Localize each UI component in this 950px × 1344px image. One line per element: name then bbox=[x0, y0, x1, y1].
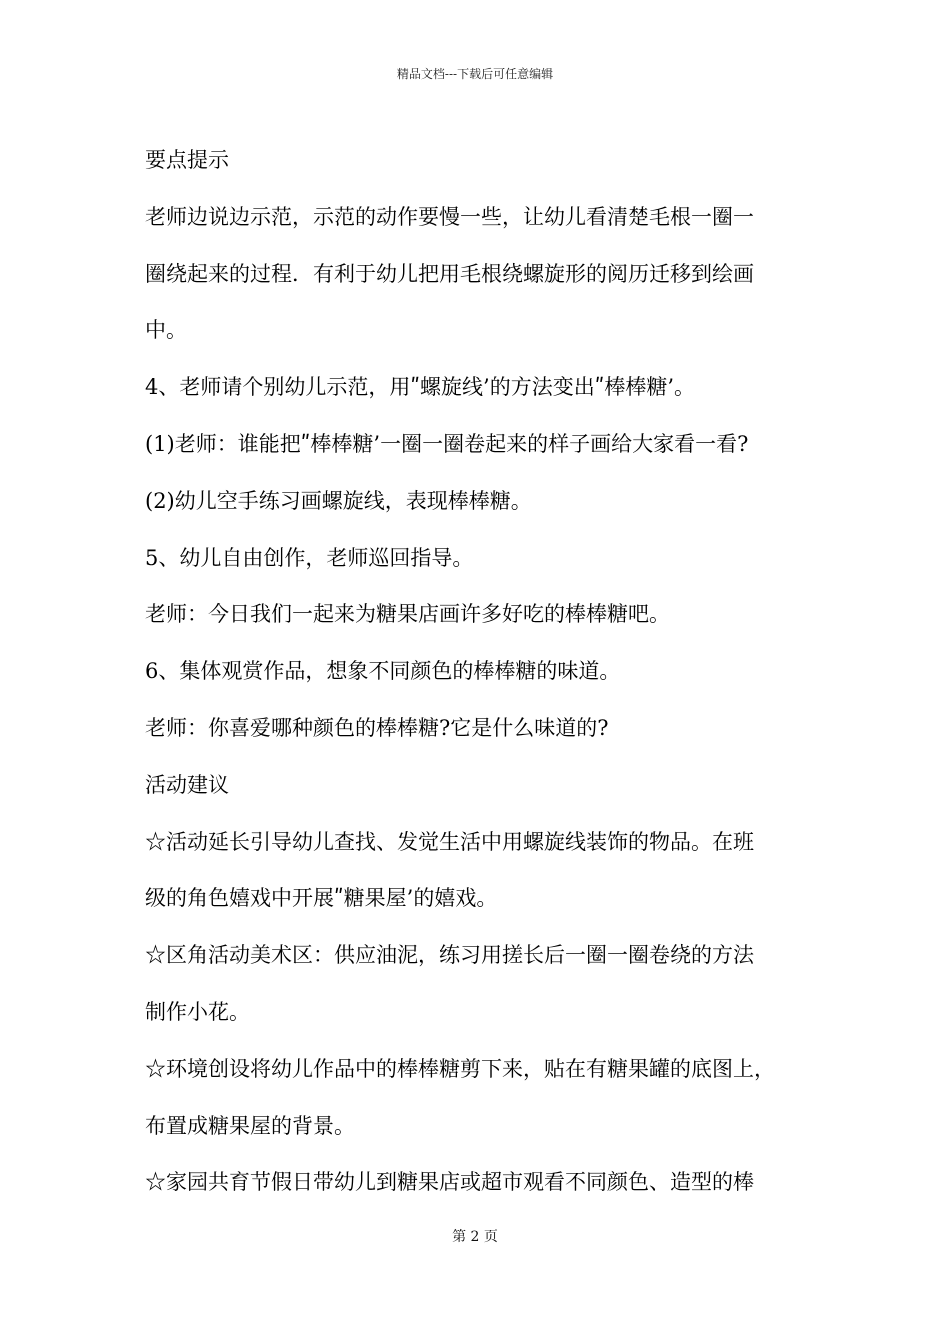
step-4-line: 4、老师请个别幼儿示范，用ʺ螺旋线’的方法变出ʺ棒棒糖’。 bbox=[145, 375, 696, 400]
teacher-quote-line: 老师：你喜爱哪种颜色的棒棒糖?它是什么味道的? bbox=[145, 715, 609, 740]
paragraph-line: 中。 bbox=[145, 318, 187, 343]
suggestion-line: 级的角色嬉戏中开展ʺ糖果屋’的嬉戏。 bbox=[145, 886, 498, 911]
page-header: 精品文档---下载后可任意编辑 bbox=[396, 67, 554, 81]
section-heading-activity-suggestions: 活动建议 bbox=[145, 772, 229, 797]
suggestion-line: ☆环境创设将幼儿作品中的棒棒糖剪下来，贴在有糖果罐的底图上， bbox=[145, 1056, 775, 1081]
step-4-sub-1-line: (1)老师：谁能把ʺ棒棒糖’一圈一圈卷起来的样子画给大家看一看? bbox=[145, 431, 749, 456]
section-heading-key-points: 要点提示 bbox=[145, 148, 229, 172]
suggestion-line: 布置成糖果屋的背景。 bbox=[145, 1113, 355, 1138]
step-4-sub-2-line: (2)幼儿空手练习画螺旋线，表现棒棒糖。 bbox=[145, 488, 532, 513]
step-6-line: 6、集体观赏作品，想象不同颜色的棒棒糖的味道。 bbox=[145, 659, 621, 684]
suggestion-line: ☆活动延长引导幼儿查找、发觉生活中用螺旋线装饰的物品。在班 bbox=[145, 829, 754, 854]
page-number: 第 2 页 bbox=[452, 1229, 498, 1245]
teacher-quote-line: 老师：今日我们一起来为糖果店画许多好吃的棒棒糖吧。 bbox=[145, 602, 670, 627]
suggestion-line: ☆家园共育节假日带幼儿到糖果店或超市观看不同颜色、造型的棒 bbox=[145, 1170, 754, 1195]
paragraph-line: 圈绕起来的过程．有利于幼儿把用毛根绕螺旋形的阅历迁移到绘画 bbox=[145, 261, 754, 286]
paragraph-line: 老师边说边示范，示范的动作要慢一些，让幼儿看清楚毛根一圈一 bbox=[145, 204, 754, 229]
suggestion-line: ☆区角活动美术区：供应油泥，练习用搓长后一圈一圈卷绕的方法 bbox=[145, 943, 754, 968]
step-5-line: 5、幼儿自由创作，老师巡回指导。 bbox=[145, 545, 474, 570]
suggestion-line: 制作小花。 bbox=[145, 999, 250, 1024]
document-body bbox=[145, 132, 815, 1211]
